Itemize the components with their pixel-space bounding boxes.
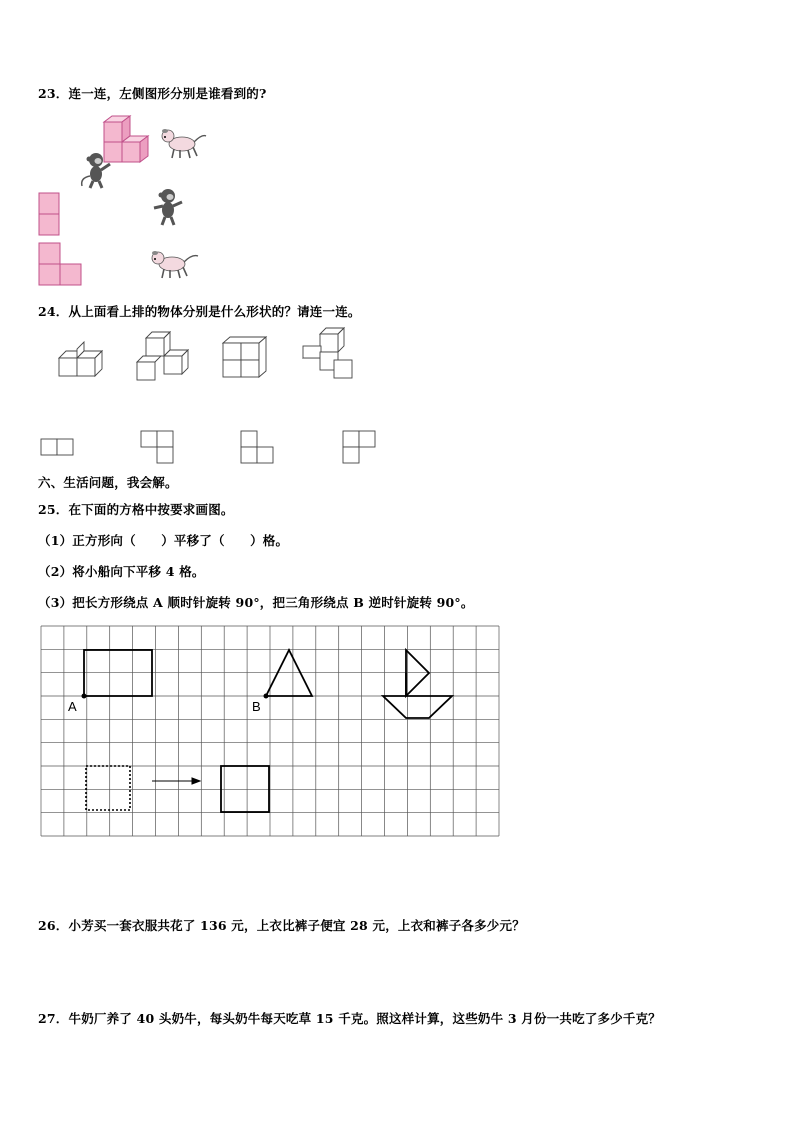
q23-shape-vertical xyxy=(38,192,62,238)
q23-scene xyxy=(78,112,218,192)
q24-object-1 xyxy=(58,338,108,380)
monkey-icon xyxy=(150,188,190,230)
question-25-part-3: （3）把长方形绕点 A 顺时针旋转 90°，把三角形绕点 B 逆时针旋转 90°。 xyxy=(38,595,474,610)
question-25-text: 25．在下面的方格中按要求画图。 xyxy=(38,502,234,517)
section-6-title: 六、生活问题，我会解。 xyxy=(38,475,178,490)
point-a-label: A xyxy=(68,699,77,714)
q24-object-4 xyxy=(302,326,354,380)
question-27-text: 27．牛奶厂养了 40 头奶牛，每头奶牛每天吃草 15 千克。照这样计算，这些奶牛 3 月份一共吃了多少千克？ xyxy=(38,1011,661,1026)
question-25-part-1: （1）正方形向（ ）平移了（ ）格。 xyxy=(38,533,289,548)
question-24-text: 24．从上面看上排的物体分别是什么形状的？请连一连。 xyxy=(38,304,361,319)
dog-icon xyxy=(150,248,202,284)
q23-shape-l xyxy=(38,242,84,288)
pink-cube-stack xyxy=(104,116,148,162)
point-b-label: B xyxy=(252,699,261,714)
q24-topview-3 xyxy=(240,430,276,466)
q24-topview-2 xyxy=(140,430,176,466)
q24-object-3 xyxy=(222,336,268,380)
grid-boat xyxy=(383,650,452,718)
point-a-dot xyxy=(82,694,87,699)
translate-arrow xyxy=(152,778,200,784)
point-b-dot xyxy=(264,694,269,699)
question-26-text: 26．小芳买一套衣服共花了 136 元，上衣比裤子便宜 28 元，上衣和裤子各多少元？ xyxy=(38,918,525,933)
q24-object-2 xyxy=(136,330,188,382)
question-25-part-2: （2）将小船向下平移 4 格。 xyxy=(38,564,205,579)
grid-dotted-square xyxy=(86,766,130,810)
drawing-grid xyxy=(40,625,500,837)
q24-topview-4 xyxy=(342,430,378,466)
dog-icon xyxy=(162,129,206,158)
question-23-text: 23．连一连，左侧图形分别是谁看到的? xyxy=(38,86,267,101)
q24-topview-1 xyxy=(40,438,76,458)
